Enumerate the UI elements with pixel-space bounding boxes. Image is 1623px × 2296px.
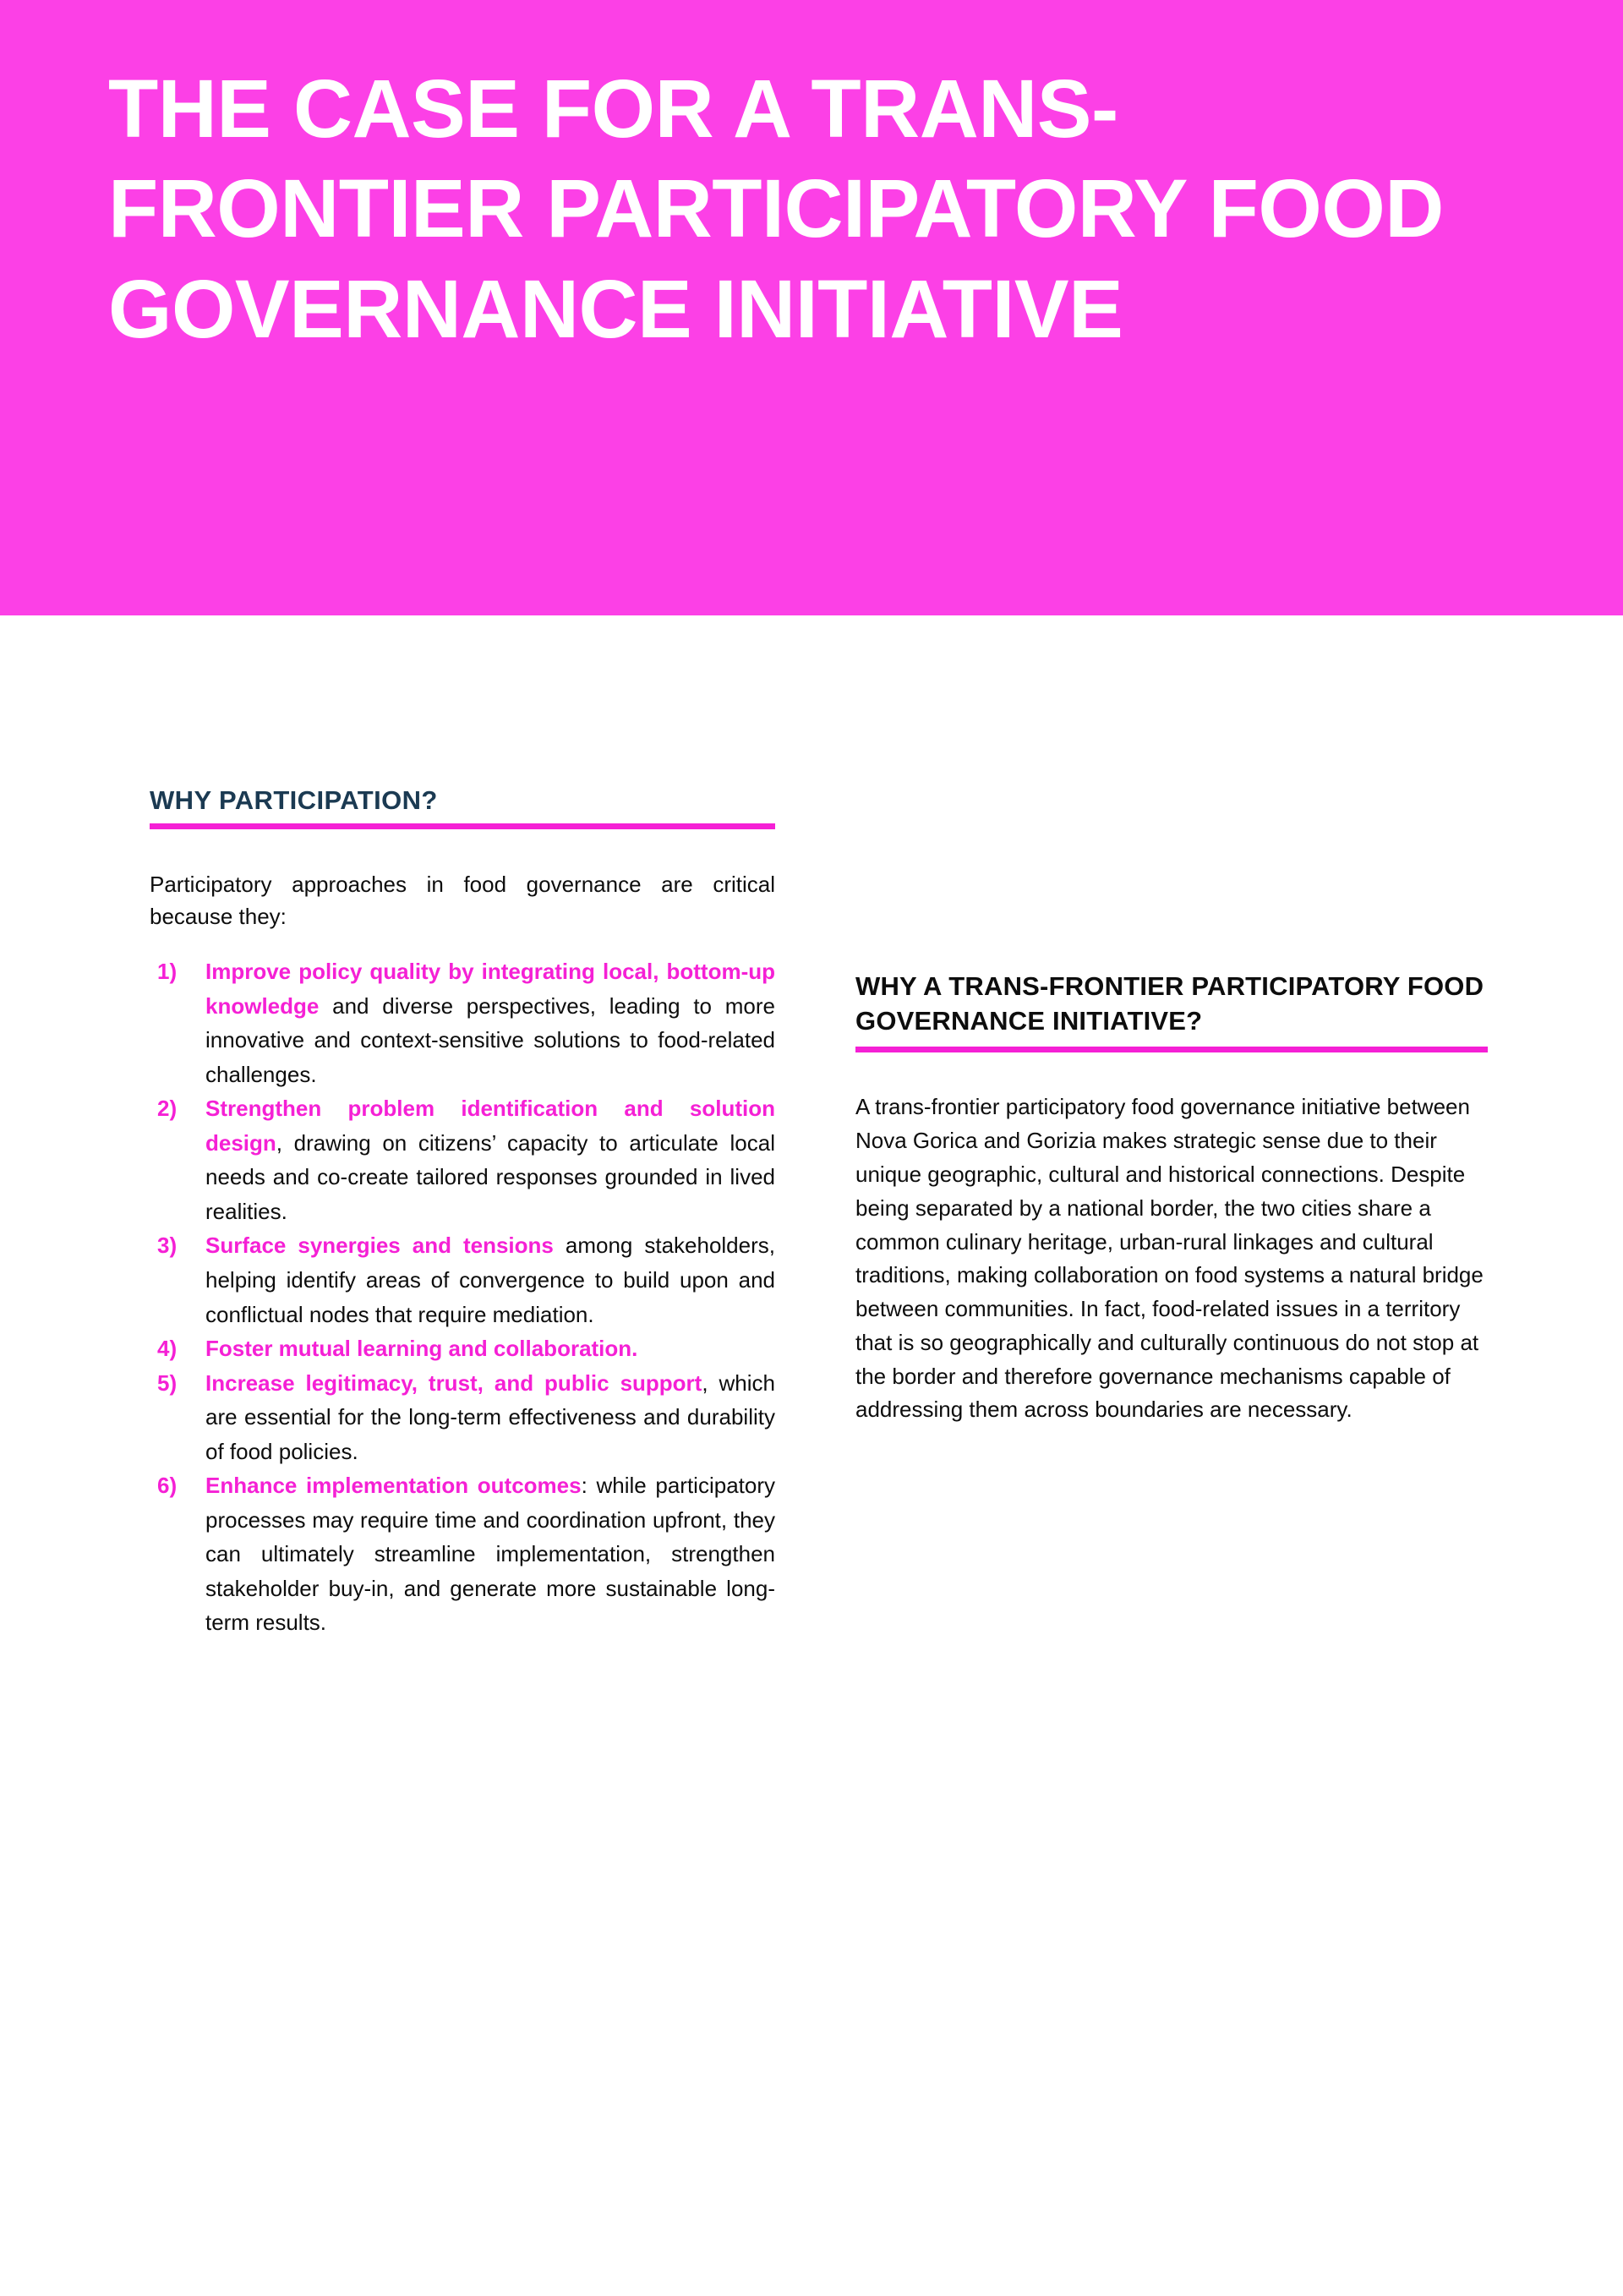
list-item <box>150 1091 775 1228</box>
list-item-highlight: Foster mutual learning and collaboration. <box>205 1336 638 1362</box>
list-item-text: : while participatory processes may require time and coordination upfront, they can ultimately streamline implementation, strengthen stakeholder buy-in, and generate more sustainable long-term results. <box>205 1473 775 1636</box>
list-item-highlight: Surface synergies and tensions <box>205 1233 554 1259</box>
list-item-marker: 3) <box>157 1233 178 1259</box>
why-participation-heading: WHY PARTICIPATION? <box>150 785 438 815</box>
list-item-marker: 6) <box>157 1473 178 1499</box>
list-item <box>150 1228 775 1331</box>
participation-reasons-list <box>150 954 775 1640</box>
list-item-marker: 2) <box>157 1096 178 1122</box>
list-item-highlight: Improve policy quality by integrating local, bottom-up knowledge <box>205 959 775 1019</box>
list-item-text: among stakeholders, helping identify areas of convergence to build upon and conflictual nodes that require mediation. <box>205 1233 775 1327</box>
list-item-text: , drawing on citizens’ capacity to articulate local needs and co-create tailored responses grounded in lived realities. <box>205 1129 775 1224</box>
page-title: THE CASE FOR A TRANS-FRONTIER PARTICIPATORY FOOD GOVERNANCE INITIATIVE <box>108 63 1444 355</box>
right-heading-underline <box>855 1047 1488 1052</box>
list-item-marker: 4) <box>157 1336 178 1362</box>
why-trans-frontier-heading: WHY A TRANS-FRONTIER PARTICIPATORY FOOD GOVERNANCE INITIATIVE? <box>855 971 1484 1036</box>
list-item-marker: 1) <box>157 959 178 985</box>
list-item-marker: 5) <box>157 1369 178 1396</box>
list-item <box>150 1468 775 1640</box>
list-item-highlight: Increase legitimacy, trust, and public support <box>205 1369 702 1396</box>
right-body-paragraph: A trans-frontier participatory food governance initiative between Nova Gorica and Gorizia makes strategic sense due to their unique geographic, cultural and historical connections. Despite being separated by a national border, the two cities share a common culinary heritage, urban-rural linkages and cultural traditions, making collaboration on food systems a natural bridge between communities. In fact, food-related issues in a territory that is so geographically and culturally continuous do not stop at the border and therefore governance mechanisms capable of addressing them across boundaries are necessary. <box>855 1094 1484 1423</box>
header-banner <box>0 0 1623 615</box>
list-item-highlight: Strengthen problem identification and solution design <box>205 1096 775 1156</box>
list-item <box>150 1366 775 1469</box>
right-column <box>855 969 1488 1427</box>
list-item-text: , which are essential for the long-term effectiveness and durability of food policies. <box>205 1369 776 1464</box>
document-body <box>0 615 1623 2296</box>
left-heading-underline <box>150 823 775 829</box>
left-intro-paragraph: Participatory approaches in food governance are critical because they: <box>150 872 775 930</box>
left-column <box>150 784 775 1640</box>
list-item <box>150 954 775 1091</box>
list-item-highlight: Enhance implementation outcomes <box>205 1473 582 1499</box>
list-item-text: and diverse perspectives, leading to more innovative and context-sensitive solutions to food-related challenges. <box>205 992 775 1087</box>
list-item <box>150 1331 775 1366</box>
